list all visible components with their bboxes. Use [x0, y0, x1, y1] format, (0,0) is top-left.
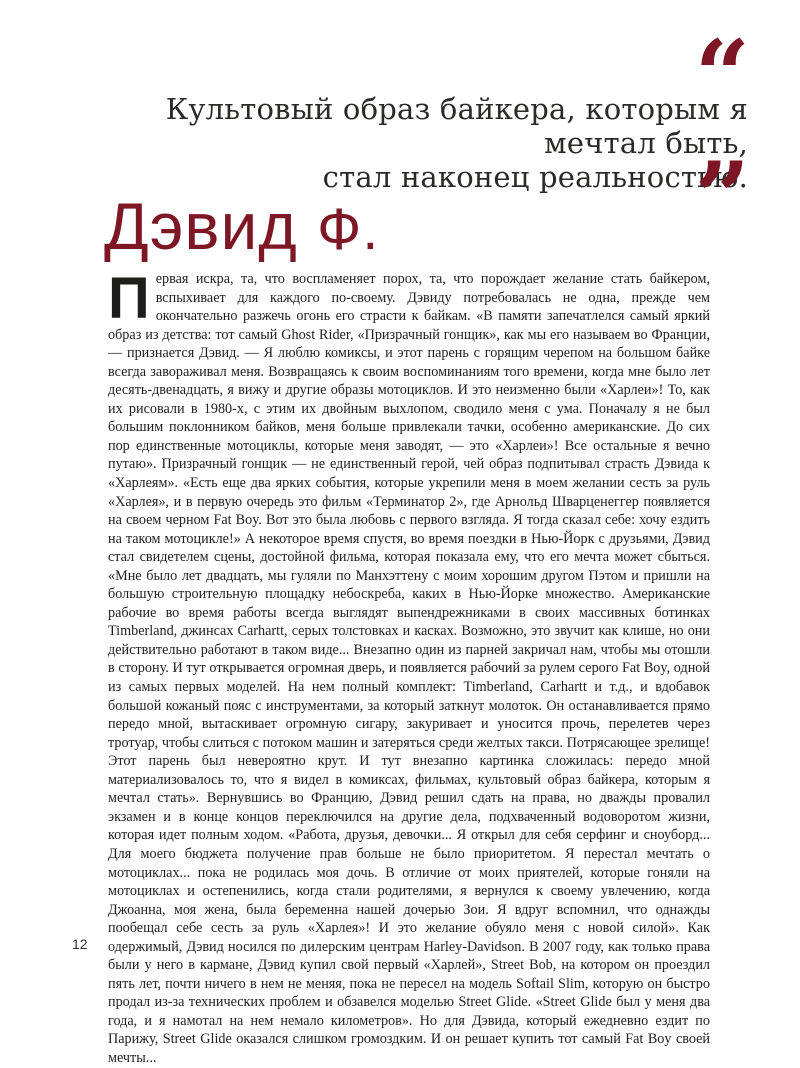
drop-cap: П — [108, 266, 150, 331]
pull-quote — [60, 92, 748, 194]
closing-quote-mark: ” — [694, 141, 750, 254]
pull-quote-line-1: Культовый образ байкера, которым я мечтал быть, — [165, 92, 748, 160]
article-text: ервая искра, та, что воспламеняет порох, та, что порождает желание стать байкером, вспыхивает для каждого по-своему. Дэвиду потребовалась не одна, прежде чем окончательно разжечь огонь его страсти к байкам. «В памяти запечатлелся самый яркий образ из детства: тот самый Ghost Rider, «Призрачный гонщик», как мы его называем во Франции, — признается Дэвид. — Я люблю комиксы, и этот парень с горящим черепом на большом байке всегда завораживал меня. Возвращаясь к своим воспоминаниям того времени, когда мне было лет десять-двенадцать, я вижу и другие образы мотоциклов. И это неизменно были «Харлеи»! То, как их рисовали в 1980-х, с этим их двойным выхлопом, сводило меня с ума. Поначалу я не был большим поклонником байков, меня больше привлекали тачки, особенно американские. До сих пор единственные мотоциклы, которые меня заводят, — это «Харлеи»! Все остальные я вечно путаю». Призрачный гонщик — не единственный герой, чей образ подпитывал страсть Дэвида к «Харлеям». «Есть еще два ярких события, которые укрепили меня в моем желании сесть за руль «Харлея», и в первую очередь это фильм «Терминатор 2», где Арнольд Шварценеггер появляется на своем черном Fat Boy. Вот это была любовь с первого взгляда. Я тогда сказал себе: хочу ездить на таком мотоцикле!» А некоторое время спустя, во время поездки в Нью-Йорк с друзьями, Дэвид стал свидетелем сцены, достойной фильма, которая показала ему, что его мечта может сбыться. «Мне было лет двадцать, мы гуляли по Манхэттену с моим хорошим другом Пэтом и пришли на большую строительную площадку небоскреба, каких в Нью-Йорке множество. Американские рабочие во время работы всегда выглядят выпендрежниками в своих массивных ботинках Timberland, джинсах Carhartt, серых толстовках и касках. Возможно, это звучит как клише, но они действительно работают в таком виде... Внезапно один из парней закричал нам, чтобы мы отошли в сторону. И тут открывается огромная дверь, и появляется рабочий за рулем серого Fat Boy, одной из самых первых моделей. На нем полный комплект: Timberland, Carhartt и т.д., и вдобавок большой кожаный пояс с инструментами, за который заткнут молоток. Он останавливается прямо передо мной, вытаскивает огромную сигару, закуривает и уносится прочь, перелетев через тротуар, чтобы слиться с потоком машин и затеряться среди желтых такси. Потрясающее зрелище! Этот парень был невероятно крут. И тут внезапно картинка сложилась: передо мной материализовалось то, что я видел в комиксах, фильмах, культовый образ байкера, которым я мечтал стать». Вернувшись во Францию, Дэвид решил сдать на права, но дважды провалил экзамен и в конце концов переключился на другие дела, подхваченный водоворотом жизни, которая идет полным ходом. «Работа, друзья, девочки... Я открыл для себя серфинг и сноуборд... Для моего бюджета получение прав больше не было приоритетом. Я перестал мечтать о мотоциклах... пока не родилась моя дочь. В отличие от моих приятелей, которые гоняли на мотоциклах и остепенились, когда стали родителями, я вернулся к своему увлечению, когда Джоанна, моя жена, была беременна нашей дочерью Зои. Я вдруг вспомнил, что однажды пообещал себе сесть за руль «Харлея»! И это желание обуяло меня с новой силой». Как одержимый, Дэвид носился по дилерским центрам Harley-Davidson. В 2007 году, как только права были у него в кармане, Дэвид купил свой первый «Харлей», Street Bob, на котором он проездил пять лет, почти ничего в нем не меняя, пока не пересел на модель Softail Slim, которую он быстро продал из-за технических проблем и обзавелся моделью Street Glide. «Street Glide был у меня два года, и я намотал на нем немало километров». Но для Дэвида, который ежедневно ездит по Парижу, Street Glide оказался слишком громоздким. И он решает купить тот самый Fat Boy своей мечты... — [108, 271, 710, 1066]
person-name — [104, 188, 379, 264]
person-initial: Ф. — [317, 197, 380, 262]
article-body — [108, 266, 710, 1068]
pull-quote-line-2: стал наконец реальностью. — [322, 160, 748, 194]
page-number: 12 — [72, 936, 88, 952]
person-first-name: Дэвид — [104, 189, 298, 263]
opening-quote-mark: “ — [694, 19, 750, 132]
